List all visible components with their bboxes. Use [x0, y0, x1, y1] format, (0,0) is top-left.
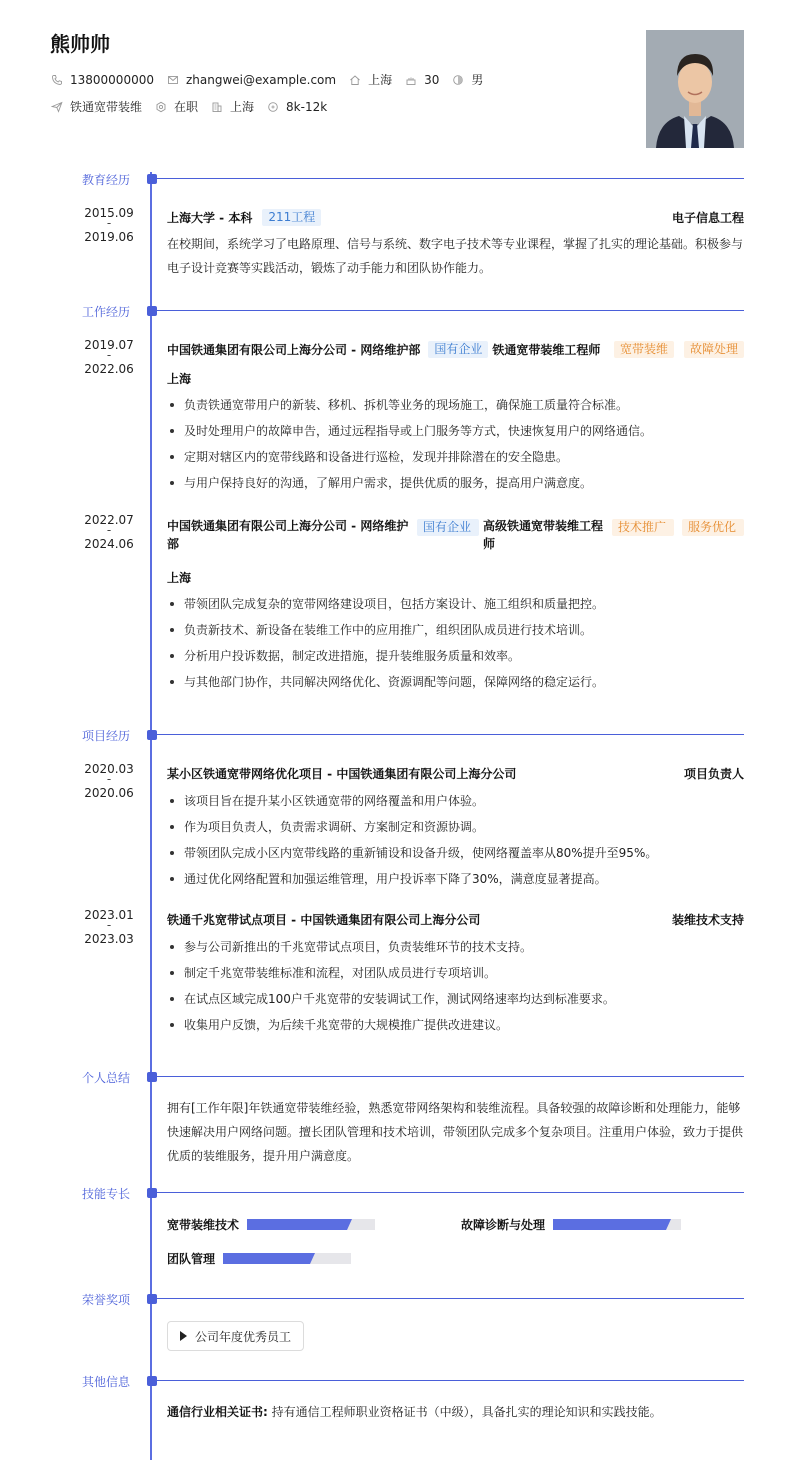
location-text: 上海 — [368, 73, 393, 87]
gender-icon — [451, 73, 465, 87]
date-start: 2019.07 — [84, 338, 134, 352]
contact-row — [50, 71, 495, 88]
skill-name: 团队管理 — [167, 1252, 216, 1266]
project-role: 项目负责人 — [683, 767, 744, 781]
gender-text: 男 — [471, 73, 484, 87]
section-title-projects: 项目经历 — [82, 729, 131, 743]
timeline-axis — [150, 172, 152, 1460]
education-school-group — [167, 209, 321, 226]
gear-icon — [154, 100, 168, 114]
phone-icon — [50, 73, 64, 87]
project-entry — [167, 765, 744, 892]
date-dash: - — [106, 216, 112, 230]
phone-item — [50, 73, 154, 87]
date-end: 2023.03 — [84, 932, 134, 946]
work-duties — [167, 392, 744, 496]
skill-tag: 故障处理 — [684, 341, 744, 358]
work-tag-group — [614, 341, 744, 358]
section-title-education: 教育经历 — [82, 173, 131, 187]
profile-photo — [646, 30, 744, 148]
education-header — [167, 209, 744, 226]
list-item: 制定千兆宽带装维标准和流程，对团队成员进行专项培训。 — [167, 960, 744, 986]
intent-row — [50, 98, 339, 115]
triangle-icon — [180, 1331, 187, 1341]
section-marker — [147, 174, 157, 184]
section-divider — [152, 1076, 744, 1077]
list-item: 参与公司新推出的千兆宽带试点项目，负责装维环节的技术支持。 — [167, 934, 744, 960]
summary-text: 拥有[工作年限]年铁通宽带装维经验，熟悉宽带网络架构和装维流程。具备较强的故障诊断和处理能力，能够快速解决用户网络问题。擅长团队管理和技术培训，带领团队完成多个复杂项目。注重用户体验，致力于提供优质的装维服务，提升用户满意度。 — [167, 1101, 744, 1163]
section-divider — [152, 734, 744, 735]
date-start: 2020.03 — [84, 762, 134, 776]
city-text: 上海 — [230, 100, 255, 114]
date-start: 2015.09 — [84, 206, 134, 220]
status-item — [154, 98, 198, 115]
major: 电子信息工程 — [671, 211, 744, 225]
date-dash: - — [106, 348, 112, 362]
candidate-name: 熊帅帅 — [50, 32, 110, 56]
date-range — [82, 761, 136, 801]
list-item: 通过优化网络配置和加强运维管理，用户投诉率下降了30%，满意度显著提高。 — [167, 866, 744, 892]
section-marker — [147, 1294, 157, 1304]
age-text: 30 — [424, 72, 440, 87]
section-divider — [152, 1298, 744, 1299]
list-item: 该项目旨在提升某小区铁通宽带的网络覆盖和用户体验。 — [167, 788, 744, 814]
honor-item — [167, 1321, 304, 1351]
work-company-group — [167, 517, 609, 553]
other-info-text: 持有通信工程师职业资格证书（中级），具备扎实的理论知识和实践技能。 — [271, 1405, 662, 1419]
project-details — [167, 788, 744, 892]
date-range — [82, 907, 136, 947]
skill-item — [167, 1250, 351, 1267]
honor-name: 公司年度优秀员工 — [195, 1329, 292, 1344]
company-name: 中国铁通集团有限公司上海分公司 - 网络维护部 — [167, 519, 409, 551]
project-entry — [167, 911, 744, 1038]
location-item — [348, 71, 392, 88]
skill-level-fill — [247, 1219, 347, 1230]
education-entry — [167, 209, 744, 280]
skill-level-fill — [553, 1219, 666, 1230]
project-header — [167, 765, 744, 782]
age-icon — [404, 73, 418, 87]
list-item: 定期对辖区内的宽带线路和设备进行巡检，发现并排除潜在的安全隐患。 — [167, 444, 744, 470]
status-text: 在职 — [174, 100, 199, 114]
list-item: 带领团队完成复杂的宽带网络建设项目，包括方案设计、施工组织和质量把控。 — [167, 591, 744, 617]
job-intent-text: 铁通宽带装维 — [70, 100, 143, 114]
date-end: 2020.06 — [84, 786, 134, 800]
skill-tag: 服务优化 — [682, 519, 744, 536]
other-info-label: 通信行业相关证书: — [167, 1405, 268, 1419]
skill-item — [461, 1216, 681, 1233]
work-entry — [167, 517, 744, 695]
work-duties — [167, 591, 744, 695]
school-name: 上海大学 - 本科 — [167, 211, 253, 225]
section-marker — [147, 1188, 157, 1198]
skill-level-fill — [223, 1253, 310, 1264]
section-marker — [147, 730, 157, 740]
date-end: 2019.06 — [84, 230, 134, 244]
date-range — [82, 512, 136, 552]
mail-icon — [166, 73, 180, 87]
date-range — [82, 337, 136, 377]
send-icon — [50, 100, 64, 114]
list-item: 分析用户投诉数据，制定改进措施，提升装维服务质量和效率。 — [167, 643, 744, 669]
list-item: 在试点区域完成100户千兆宽带的安装调试工作，测试网络速率均达到标准要求。 — [167, 986, 744, 1012]
home-icon — [348, 73, 362, 87]
list-item: 负责新技术、新设备在装维工作中的应用推广，组织团队成员进行技术培训。 — [167, 617, 744, 643]
work-header — [167, 517, 744, 553]
work-city: 上海 — [167, 571, 192, 585]
section-title-other: 其他信息 — [82, 1375, 131, 1389]
section-marker — [147, 1072, 157, 1082]
project-role: 装维技术支持 — [671, 913, 744, 927]
section-marker — [147, 1376, 157, 1386]
other-info — [167, 1400, 744, 1424]
position-title: 高级铁通宽带装维工程师 — [483, 519, 604, 551]
skill-level-bar — [553, 1219, 681, 1230]
company-type-tag: 国有企业 — [428, 341, 488, 358]
section-title-work: 工作经历 — [82, 305, 131, 319]
skill-name: 宽带装维技术 — [167, 1218, 240, 1232]
list-item: 带领团队完成小区内宽带线路的重新铺设和设备升级，使网络覆盖率从80%提升至95%。 — [167, 840, 744, 866]
skill-level-bar — [247, 1219, 375, 1230]
section-marker — [147, 306, 157, 316]
gender-item — [451, 71, 483, 88]
skill-item — [167, 1216, 375, 1233]
salary-item — [266, 100, 327, 114]
skill-level-bar — [223, 1253, 351, 1264]
age-item — [404, 73, 439, 87]
building-icon — [210, 100, 224, 114]
section-divider — [152, 178, 744, 179]
coin-icon — [266, 100, 280, 114]
list-item: 与其他部门协作，共同解决网络优化、资源调配等问题，保障网络的稳定运行。 — [167, 669, 744, 695]
list-item: 收集用户反馈，为后续千兆宽带的大规模推广提供改进建议。 — [167, 1012, 744, 1038]
position-title: 铁通宽带装维工程师 — [492, 343, 601, 357]
section-divider — [152, 310, 744, 311]
section-title-honors: 荣誉奖项 — [82, 1293, 131, 1307]
work-company-group — [167, 341, 600, 358]
project-title: 铁通千兆宽带试点项目 - 中国铁通集团有限公司上海分公司 — [167, 913, 481, 927]
resume-header — [50, 28, 650, 128]
date-end: 2024.06 — [84, 537, 134, 551]
phone-text: 13800000000 — [70, 72, 154, 87]
work-entry — [167, 341, 744, 496]
date-dash: - — [106, 772, 112, 786]
list-item: 及时处理用户的故障申告，通过远程指导或上门服务等方式，快速恢复用户的网络通信。 — [167, 418, 744, 444]
date-end: 2022.06 — [84, 362, 134, 376]
section-divider — [152, 1192, 744, 1193]
list-item: 作为项目负责人，负责需求调研、方案制定和资源协调。 — [167, 814, 744, 840]
date-dash: - — [106, 918, 112, 932]
date-start: 2023.01 — [84, 908, 134, 922]
education-description: 在校期间，系统学习了电路原理、信号与系统、数字电子技术等专业课程，掌握了扎实的理论基础。积极参与电子设计竞赛等实践活动，锻炼了动手能力和团队协作能力。 — [167, 237, 744, 275]
list-item: 与用户保持良好的沟通，了解用户需求，提供优质的服务，提高用户满意度。 — [167, 470, 744, 496]
company-type-tag: 国有企业 — [417, 519, 479, 536]
skill-tag: 技术推广 — [612, 519, 674, 536]
project-header — [167, 911, 744, 928]
salary-text: 8k-12k — [286, 99, 328, 114]
work-city: 上海 — [167, 372, 192, 386]
email-text: zhangwei@example.com — [185, 72, 337, 87]
section-title-summary: 个人总结 — [82, 1071, 131, 1085]
project-title: 某小区铁通宽带网络优化项目 - 中国铁通集团有限公司上海分公司 — [167, 767, 517, 781]
work-header — [167, 341, 744, 358]
skill-name: 故障诊断与处理 — [461, 1218, 546, 1232]
email-item — [166, 73, 336, 87]
section-title-skills: 技能专长 — [82, 1187, 131, 1201]
project-details — [167, 934, 744, 1038]
company-name: 中国铁通集团有限公司上海分公司 - 网络维护部 — [167, 343, 421, 357]
skill-tag: 宽带装维 — [614, 341, 674, 358]
list-item: 负责铁通宽带用户的新装、移机、拆机等业务的现场施工，确保施工质量符合标准。 — [167, 392, 744, 418]
job-intent-item — [50, 98, 142, 115]
school-tag: 211工程 — [262, 209, 321, 226]
date-start: 2022.07 — [84, 513, 134, 527]
work-tag-group — [612, 517, 744, 536]
date-dash: - — [106, 523, 112, 537]
date-range — [82, 205, 136, 245]
section-divider — [152, 1380, 744, 1381]
city-item — [210, 98, 254, 115]
